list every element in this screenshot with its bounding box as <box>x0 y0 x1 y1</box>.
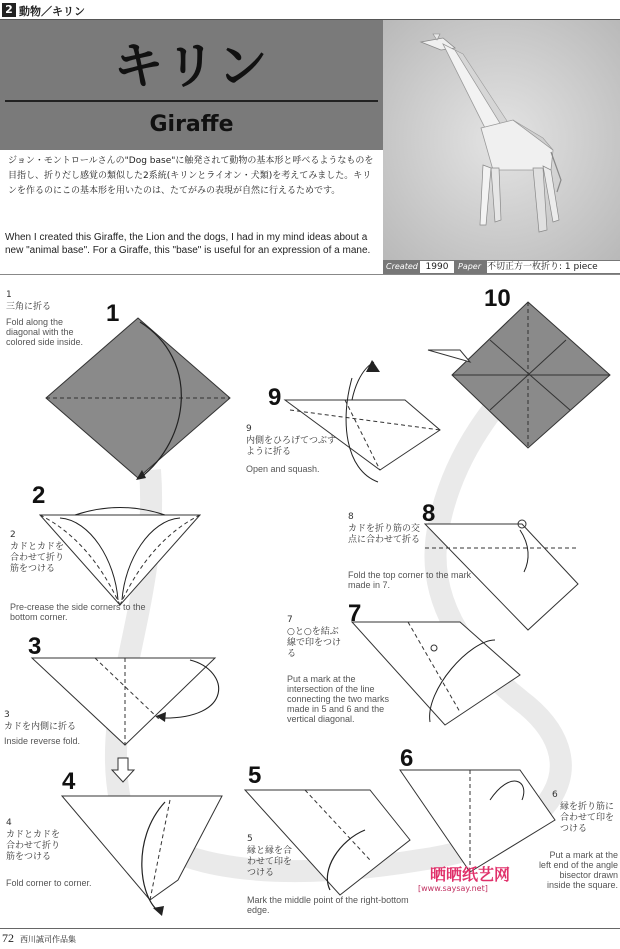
step-7-en: Put a mark at the intersection of the line connecting the two marks made in 5 and 6 and the vertical diagonal. <box>287 674 390 724</box>
step-number-7: 7 <box>348 600 362 627</box>
step-2-en: Pre-crease the side corners to the bottom corner. <box>10 602 146 622</box>
page-number: 72 <box>2 931 14 945</box>
step-7-jp: ○と○を結ぶ線で印をつける <box>287 627 342 659</box>
step-3-en: Inside reverse fold. <box>4 736 81 746</box>
step-number-2: 2 <box>32 482 46 509</box>
created-label: Created <box>386 262 418 271</box>
book-title: 西川誠司作品集 <box>20 935 76 944</box>
step-label-9: 9 <box>246 424 252 434</box>
step-number-3: 3 <box>28 633 42 660</box>
step-label-7: 7 <box>287 615 293 625</box>
step-number-1: 1 <box>106 300 120 327</box>
step-8-en: Fold the top corner to the mark made in 7. <box>348 570 472 590</box>
page-title: キリン <box>113 37 270 95</box>
step-4-en: Fold corner to corner. <box>6 878 92 888</box>
step-6-jp: 縁を折り筋に合わせて印をつける <box>560 802 615 834</box>
step-number-9: 9 <box>268 384 282 411</box>
step-9-jp: 内側をひろげてつぶすように折る <box>246 436 337 457</box>
step-3-jp: カドを内側に折る <box>4 722 77 732</box>
step-1-en: Fold along the diagonal with the colored side inside. <box>6 317 84 347</box>
step-4-jp: カドとカドを合わせて折り筋をつける <box>6 830 61 862</box>
step-5-en: Mark the middle point of the right-bottom edge. <box>247 895 409 915</box>
step-2-jp: カドとカドを合わせて折り筋をつける <box>10 542 65 574</box>
intro-english: When I created this Giraffe, the Lion and the dogs, I had in my mind ideas about a new "animal base". For a Giraffe, this "base" is useful for an expression of a mane. <box>5 232 371 256</box>
chapter-title: 動物／キリン <box>19 5 85 18</box>
step-label-2: 2 <box>10 530 16 540</box>
created-year: 1990 <box>420 261 454 273</box>
intro-japanese: ジョン・モントロールさんの"Dog base"に触発されて動物の基本形と呼べるようなものを目指し、折りだし感覚の類似した2系統(キリンとライオン・犬類)を考えてみました。キリンを作るのにこの基本形を用いたのは、たてがみの表現が自然に行えるためです。 <box>8 156 374 196</box>
step-8-jp: カドを折り筋の交点に合わせて折る <box>348 524 421 545</box>
footer-rule <box>0 928 620 929</box>
step-label-3: 3 <box>4 710 10 720</box>
step-number-4: 4 <box>62 768 76 795</box>
step-9-en: Open and squash. <box>246 464 320 474</box>
page-subtitle: Giraffe <box>149 112 234 137</box>
paper-label: Paper <box>458 262 482 271</box>
watermark-url: [www.saysay.net] <box>418 884 488 893</box>
step-number-5: 5 <box>248 762 262 789</box>
step-label-6: 6 <box>552 790 558 800</box>
paper-value: 不切正方一枚折り: 1 piece <box>487 261 620 273</box>
chapter-number: 2 <box>2 3 16 17</box>
step-6-en: Put a mark at the left end of the angle bisector drawn inside the square. <box>538 850 618 890</box>
step-label-8: 8 <box>348 512 354 522</box>
watermark-logo: 晒晒纸艺网 <box>430 865 511 884</box>
step-label-1: 1 <box>6 290 12 300</box>
step-label-5: 5 <box>247 834 253 844</box>
step-5-jp: 縁と縁を合わせて印をつける <box>247 846 293 878</box>
diagram-step-10 <box>428 302 610 448</box>
step-label-4: 4 <box>6 818 12 828</box>
step-number-10: 10 <box>484 285 511 312</box>
step-1-jp: 三角に折る <box>6 302 52 312</box>
step-number-6: 6 <box>400 745 414 772</box>
step-number-8: 8 <box>422 500 436 527</box>
